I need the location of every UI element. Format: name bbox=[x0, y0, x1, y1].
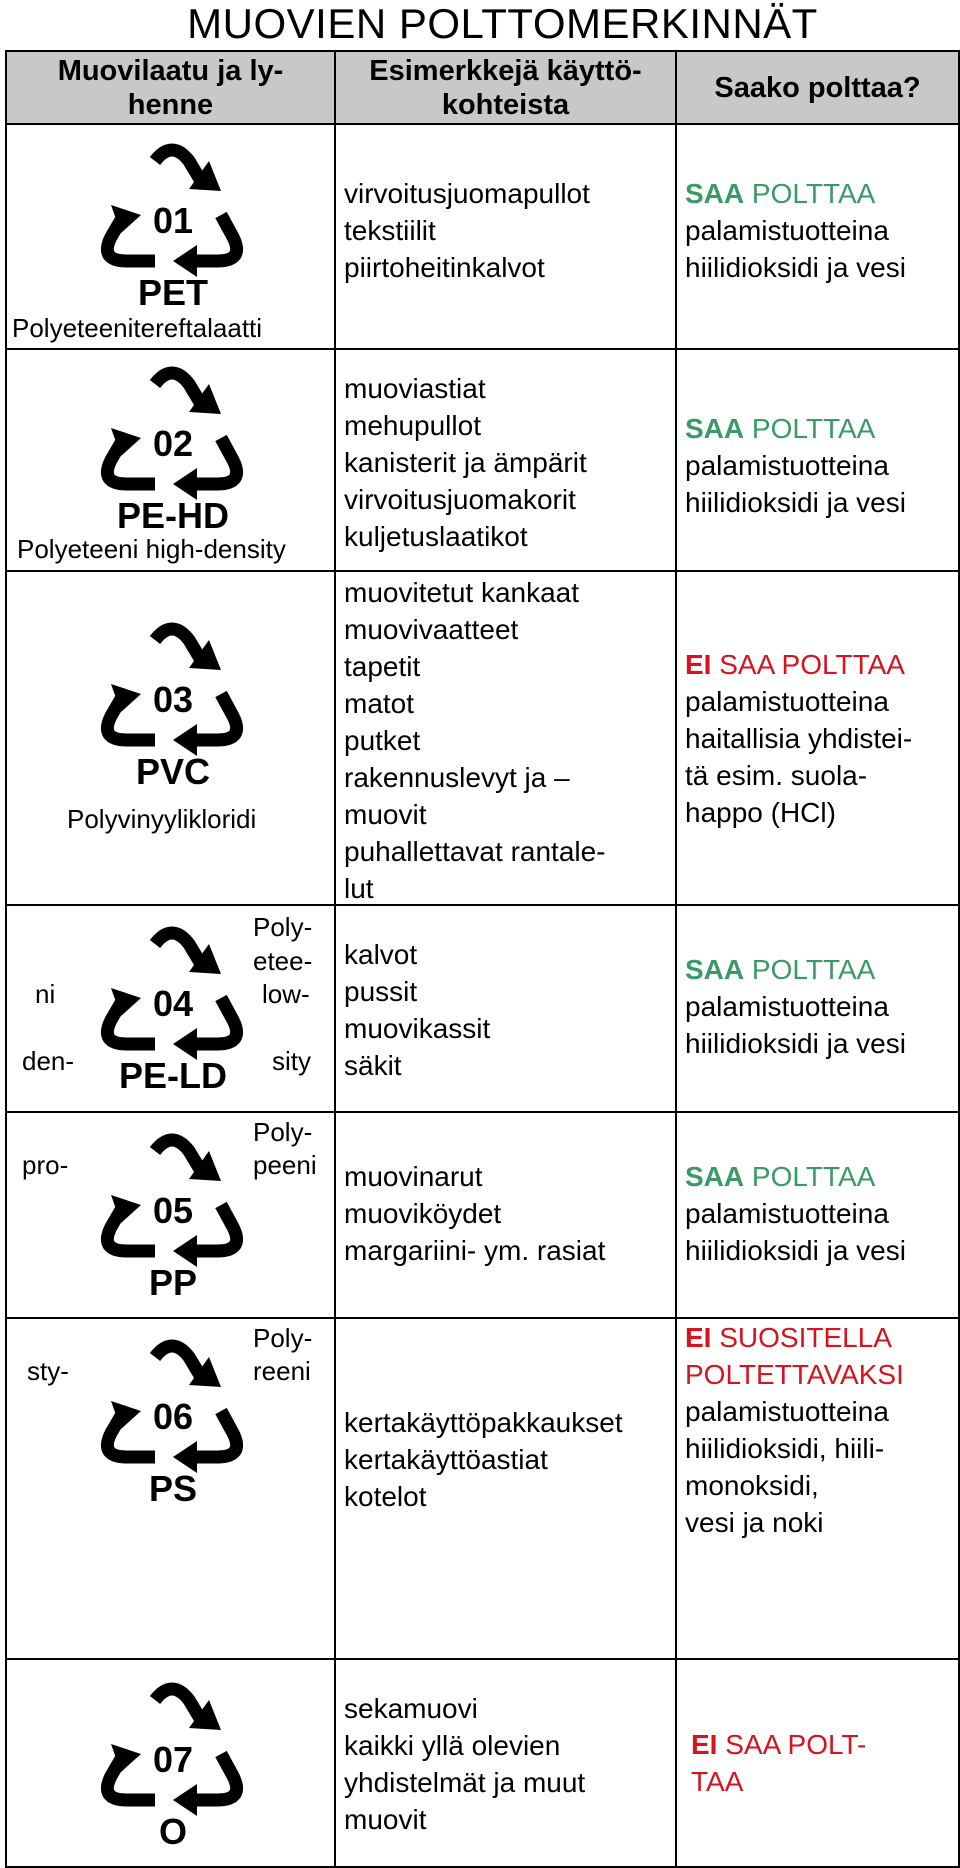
recycle-code: 06 bbox=[152, 1396, 194, 1437]
example-item: muovit bbox=[344, 799, 427, 830]
header-plastic-type: Muovilaatu ja ly- henne bbox=[5, 50, 336, 125]
product-line: haitallisia yhdistei- bbox=[685, 723, 913, 754]
recycle-code: 02 bbox=[152, 423, 194, 464]
example-item: matot bbox=[344, 688, 415, 719]
plastic-name-part: sity bbox=[272, 1046, 311, 1076]
plastic-name-part: Poly- bbox=[253, 912, 313, 942]
header-examples: Esimerkkejä käyttö- kohteista bbox=[334, 50, 677, 125]
plastic-cell-peld bbox=[5, 904, 336, 1113]
examples-cell-pvc bbox=[334, 570, 677, 906]
example-item: mehupullot bbox=[344, 410, 481, 441]
example-item: kertakäyttöastiat bbox=[344, 1444, 548, 1475]
product-line: hiilidioksidi ja vesi bbox=[685, 487, 906, 518]
plastic-abbreviation: PE-LD bbox=[119, 1055, 227, 1096]
verdict-cell-pehd bbox=[675, 348, 960, 572]
plastic-name-part: Poly- bbox=[253, 1117, 313, 1147]
plastic-abbreviation: O bbox=[158, 1811, 188, 1852]
verdict-strong: EI bbox=[691, 1729, 718, 1760]
recycle-symbol-02-icon bbox=[97, 356, 247, 531]
verdict-rest: POLTTAA bbox=[751, 413, 876, 444]
verdict-rest: POLTTAA bbox=[751, 1161, 876, 1192]
plastic-name-part: sty- bbox=[27, 1356, 69, 1386]
example-item: pussit bbox=[344, 976, 418, 1007]
example-item: puhallettavat rantale- bbox=[344, 836, 606, 867]
examples-cell-pehd bbox=[334, 348, 677, 572]
example-item: putket bbox=[344, 725, 421, 756]
product-line: vesi ja noki bbox=[685, 1507, 824, 1538]
example-item: muovivaatteet bbox=[344, 614, 519, 645]
example-item: tekstiilit bbox=[344, 215, 436, 246]
verdict-cell-pp bbox=[675, 1111, 960, 1319]
example-item: piirtoheitinkalvot bbox=[344, 252, 545, 283]
plastic-name-part: reeni bbox=[253, 1356, 311, 1386]
plastic-abbreviation: PVC bbox=[135, 751, 211, 787]
product-line: happo (HCl) bbox=[685, 797, 836, 828]
product-line: monoksidi, bbox=[685, 1470, 819, 1501]
plastic-name: Polyvinyylikloridi bbox=[67, 804, 257, 834]
example-item: kanisterit ja ämpärit bbox=[344, 447, 587, 478]
example-item: yhdistelmät ja muut bbox=[344, 1767, 586, 1798]
plastic-name-part: Poly- bbox=[253, 1323, 313, 1353]
recycle-code: 01 bbox=[152, 200, 194, 241]
plastic-abbreviation: PP bbox=[148, 1262, 198, 1303]
recycle-symbol-06-icon bbox=[97, 1329, 247, 1514]
product-line: hiilidioksidi ja vesi bbox=[685, 1028, 906, 1059]
example-item: kuljetuslaatikot bbox=[344, 521, 528, 552]
verdict-cell-pvc bbox=[675, 570, 960, 906]
example-item: säkit bbox=[344, 1050, 402, 1081]
verdict-cell-pet bbox=[675, 123, 960, 350]
product-line: palamistuotteina bbox=[685, 1198, 889, 1229]
example-item: kalvot bbox=[344, 939, 418, 970]
examples-cell-pet bbox=[334, 123, 677, 350]
recycle-symbol-07-icon bbox=[97, 1672, 247, 1857]
page-title: MUOVIEN POLTTOMERKINNÄT bbox=[187, 0, 818, 47]
example-item: virvoitusjuomapullot bbox=[344, 178, 590, 209]
recycle-symbol-04-icon bbox=[97, 916, 247, 1101]
example-item: kotelot bbox=[344, 1481, 427, 1512]
product-line: tä esim. suola- bbox=[685, 760, 868, 791]
plastic-name-part: low- bbox=[262, 979, 310, 1009]
example-item: muovit bbox=[344, 1804, 427, 1835]
examples-cell-pp bbox=[334, 1111, 677, 1319]
recycle-code: 05 bbox=[152, 1190, 194, 1231]
plastic-name-part: etee- bbox=[253, 946, 313, 976]
verdict-strong: EI bbox=[685, 1322, 712, 1353]
verdict-rest: POLTTAA bbox=[751, 954, 876, 985]
verdict-strong: SAA bbox=[685, 954, 745, 985]
product-line: palamistuotteina bbox=[685, 1396, 889, 1427]
example-item: rakennuslevyt ja – bbox=[344, 762, 570, 793]
plastic-cell-ps bbox=[5, 1317, 336, 1660]
plastic-name-part: pro- bbox=[22, 1150, 69, 1180]
recycle-symbol-03-icon bbox=[97, 612, 247, 787]
product-line: palamistuotteina bbox=[685, 215, 889, 246]
recycle-symbol-05-icon bbox=[97, 1123, 247, 1308]
verdict-strong: SAA bbox=[685, 413, 745, 444]
example-item: muovinarut bbox=[344, 1161, 483, 1192]
examples-cell-peld bbox=[334, 904, 677, 1113]
example-item: sekamuovi bbox=[344, 1693, 478, 1724]
verdict-cell-other bbox=[675, 1658, 960, 1868]
example-item: muovikassit bbox=[344, 1013, 491, 1044]
product-line: hiilidioksidi ja vesi bbox=[685, 252, 906, 283]
plastic-cell-other bbox=[5, 1658, 336, 1868]
example-item: muovitetut kankaat bbox=[344, 577, 580, 608]
examples-cell-other bbox=[334, 1658, 677, 1868]
verdict-rest: SUOSITELLA bbox=[719, 1322, 892, 1353]
verdict-rest: SAA POLTTAA bbox=[719, 649, 905, 680]
example-item: margariini- ym. rasiat bbox=[344, 1235, 606, 1266]
plastic-abbreviation: PET bbox=[137, 272, 209, 308]
example-item: muoviköydet bbox=[344, 1198, 502, 1229]
plastic-cell-pvc bbox=[5, 570, 336, 906]
verdict-cell-ps bbox=[675, 1317, 960, 1660]
recycle-code: 07 bbox=[152, 1739, 194, 1780]
plastic-cell-pehd bbox=[5, 348, 336, 572]
plastic-cell-pet bbox=[5, 123, 336, 350]
product-line: palamistuotteina bbox=[685, 686, 889, 717]
verdict-strong: EI bbox=[685, 649, 712, 680]
recycle-symbol-01-icon bbox=[97, 133, 247, 308]
plastic-name-part: ni bbox=[35, 979, 56, 1009]
verdict-rest: TAA bbox=[691, 1766, 744, 1797]
verdict-cell-peld bbox=[675, 904, 960, 1113]
example-item: kertakäyttöpakkaukset bbox=[344, 1407, 623, 1438]
verdict-strong: SAA bbox=[685, 1161, 745, 1192]
plastic-name: Polyeteenitereftalaatti bbox=[12, 313, 263, 343]
verdict-rest: SAA POLT- bbox=[725, 1729, 867, 1760]
plastic-name-part: peeni bbox=[253, 1150, 317, 1180]
plastic-name-part: den- bbox=[22, 1046, 75, 1076]
verdict-rest: POLTTAA bbox=[751, 178, 876, 209]
plastic-cell-pp bbox=[5, 1111, 336, 1319]
example-item: lut bbox=[344, 873, 374, 904]
example-item: muoviastiat bbox=[344, 373, 486, 404]
examples-cell-ps bbox=[334, 1317, 677, 1660]
plastic-abbreviation: PE-HD bbox=[116, 495, 230, 531]
plastic-name: Polyeteeni high-density bbox=[17, 534, 286, 564]
example-item: tapetit bbox=[344, 651, 421, 682]
recycle-code: 03 bbox=[152, 679, 194, 720]
verdict-strong: SAA bbox=[685, 178, 745, 209]
header-can-burn: Saako polttaa? bbox=[675, 50, 960, 125]
product-line: hiilidioksidi ja vesi bbox=[685, 1235, 906, 1266]
example-item: virvoitusjuomakorit bbox=[344, 484, 576, 515]
product-line: palamistuotteina bbox=[685, 991, 889, 1022]
example-item: kaikki yllä olevien bbox=[344, 1730, 561, 1761]
product-line: palamistuotteina bbox=[685, 450, 889, 481]
verdict-rest: POLTETTAVAKSI bbox=[685, 1359, 904, 1390]
plastic-abbreviation: PS bbox=[148, 1468, 198, 1509]
recycle-code: 04 bbox=[152, 983, 194, 1024]
product-line: hiilidioksidi, hiili- bbox=[685, 1433, 885, 1464]
